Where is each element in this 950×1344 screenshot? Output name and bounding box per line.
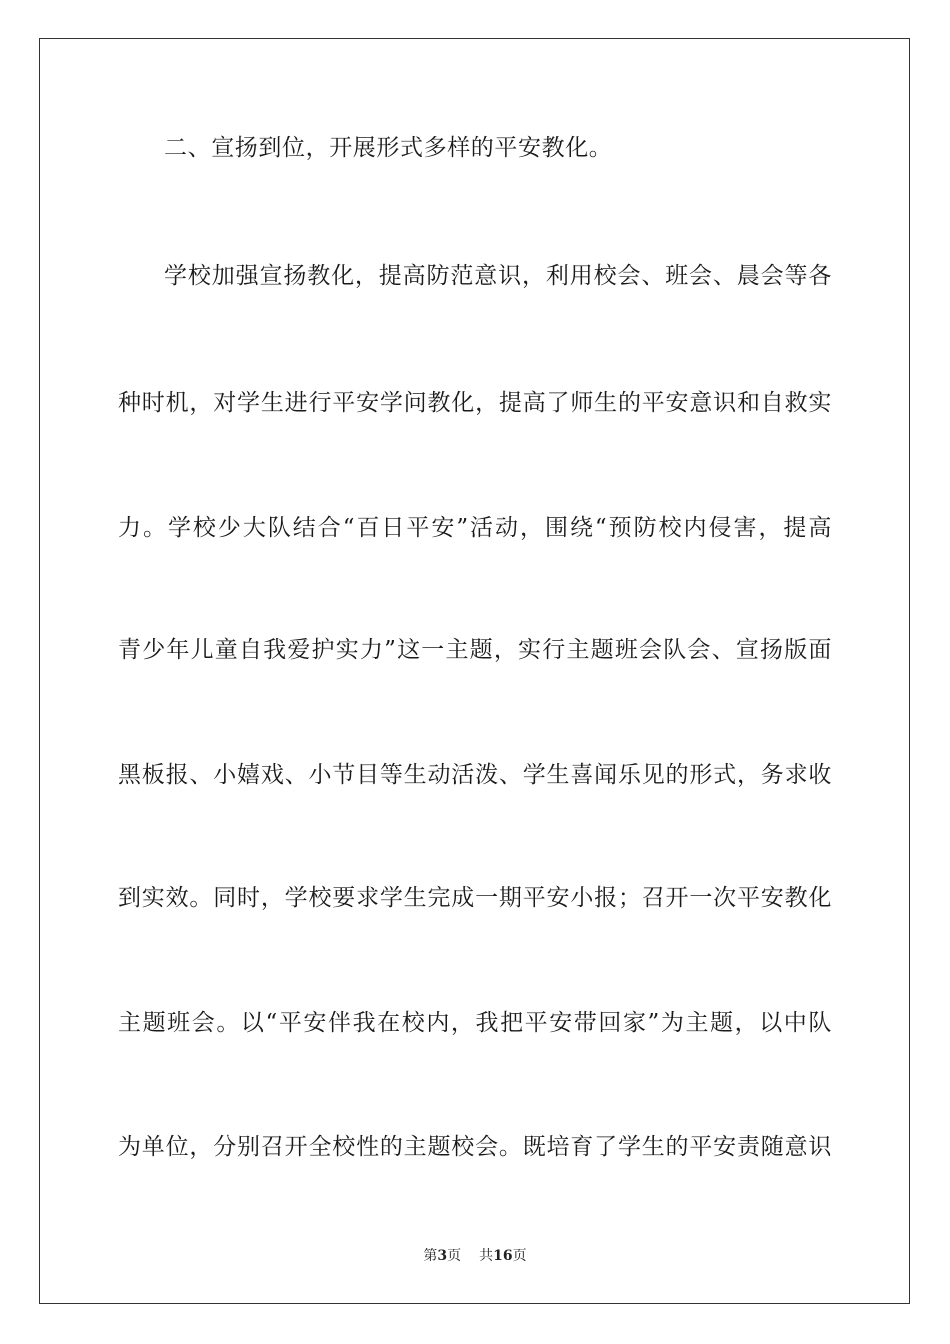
total-pages: 16	[493, 1248, 513, 1264]
page-suffix: 页	[447, 1248, 462, 1264]
paragraph-line-7: 主题班会。以“平安伴我在校内，我把平安带回家”为主题，以中队	[118, 1010, 832, 1036]
paragraph-line-8: 为单位，分别召开全校性的主题校会。既培育了学生的平安责随意识	[118, 1134, 832, 1160]
paragraph-line-5: 黑板报、小嬉戏、小节目等生动活泼、学生喜闻乐见的形式，务求收	[118, 762, 832, 788]
page-number: 3	[437, 1248, 448, 1264]
page-footer	[0, 1247, 950, 1265]
paragraph-line-1: 学校加强宣扬教化，提高防范意识，利用校会、班会、晨会等各	[164, 263, 832, 289]
paragraph-line-6: 到实效。同时，学校要求学生完成一期平安小报；召开一次平安教化	[118, 885, 832, 911]
page-border	[39, 38, 910, 1304]
total-suffix: 页	[512, 1248, 527, 1264]
paragraph-line-3: 力。学校少大队结合“百日平安”活动，围绕“预防校内侵害，提高	[118, 515, 832, 541]
page-prefix: 第	[423, 1248, 438, 1264]
paragraph-line-2: 种时机，对学生进行平安学问教化，提高了师生的平安意识和自救实	[118, 390, 832, 416]
total-prefix: 共	[479, 1248, 494, 1264]
paragraph-line-4: 青少年儿童自我爱护实力”这一主题，实行主题班会队会、宣扬版面	[118, 637, 832, 663]
section-heading: 二、宣扬到位，开展形式多样的平安教化。	[164, 135, 613, 161]
